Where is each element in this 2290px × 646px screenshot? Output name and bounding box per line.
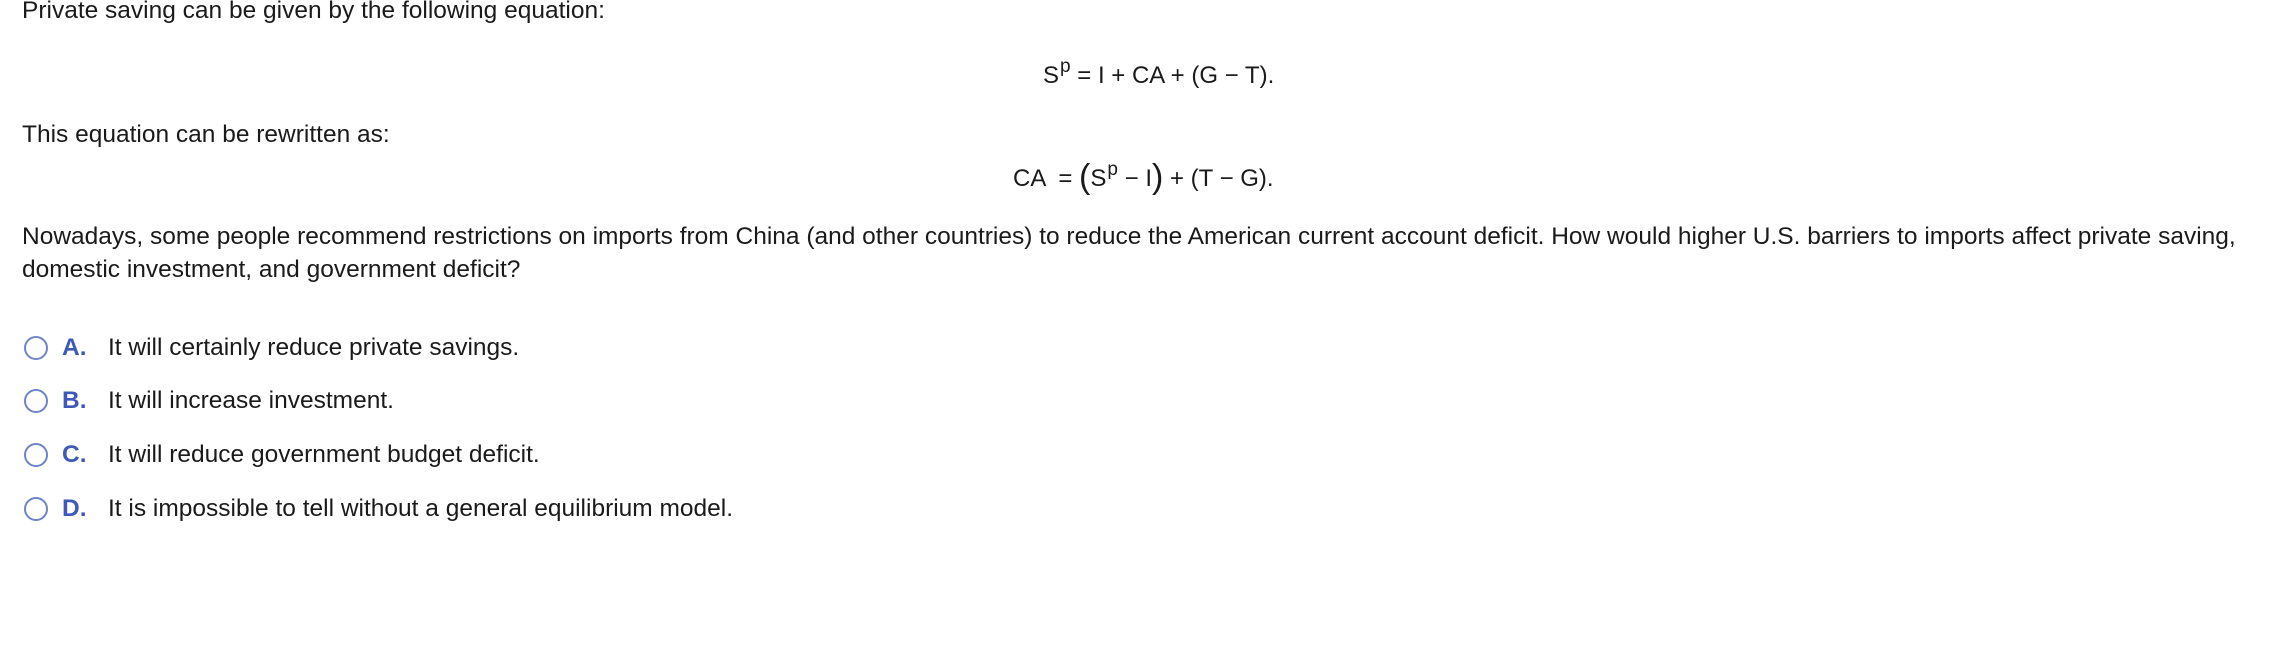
equation2-superscript: p [1107,159,1118,180]
equation2-close-paren: ) [1152,158,1164,196]
option-a-letter: A. [62,334,87,361]
equation2-rest: + (T − G). [1163,165,1274,192]
option-a[interactable] [24,330,519,366]
equation2-lhs: CA = [1013,165,1073,192]
intro-text: Private saving can be given by the following equation: [22,0,605,24]
equation2-minus-i: − I [1117,165,1152,192]
equation-current-account [1013,158,1274,196]
option-c[interactable] [24,437,540,473]
option-b-letter: B. [62,387,87,414]
option-b[interactable] [24,383,394,419]
rewrite-text: This equation can be rewritten as: [22,121,390,148]
equation1-superscript: p [1060,56,1071,77]
option-b-text: It will increase investment. [108,387,394,414]
radio-button-a[interactable] [24,336,48,360]
question-text: Nowadays, some people recommend restrictions on imports from China (and other countries) to reduce the American current account deficit. How would higher U.S. barriers to imports affect private saving, domestic investment, and government deficit? [22,223,2236,283]
option-c-letter: C. [62,441,87,468]
radio-button-d[interactable] [24,497,48,521]
equation2-open-paren: ( [1079,158,1091,196]
equation1-s: S [1043,62,1060,89]
radio-button-b[interactable] [24,389,48,413]
option-d-letter: D. [62,495,87,522]
equation-private-saving [1043,56,1275,90]
radio-button-c[interactable] [24,443,48,467]
option-a-text: It will certainly reduce private savings. [108,334,520,361]
option-d-text: It is impossible to tell without a general equilibrium model. [108,495,734,522]
option-d[interactable] [24,491,733,527]
equation2-s: S [1090,165,1107,192]
option-c-text: It will reduce government budget deficit. [108,441,540,468]
equation1-rest: = I + CA + (G − T). [1070,62,1275,89]
